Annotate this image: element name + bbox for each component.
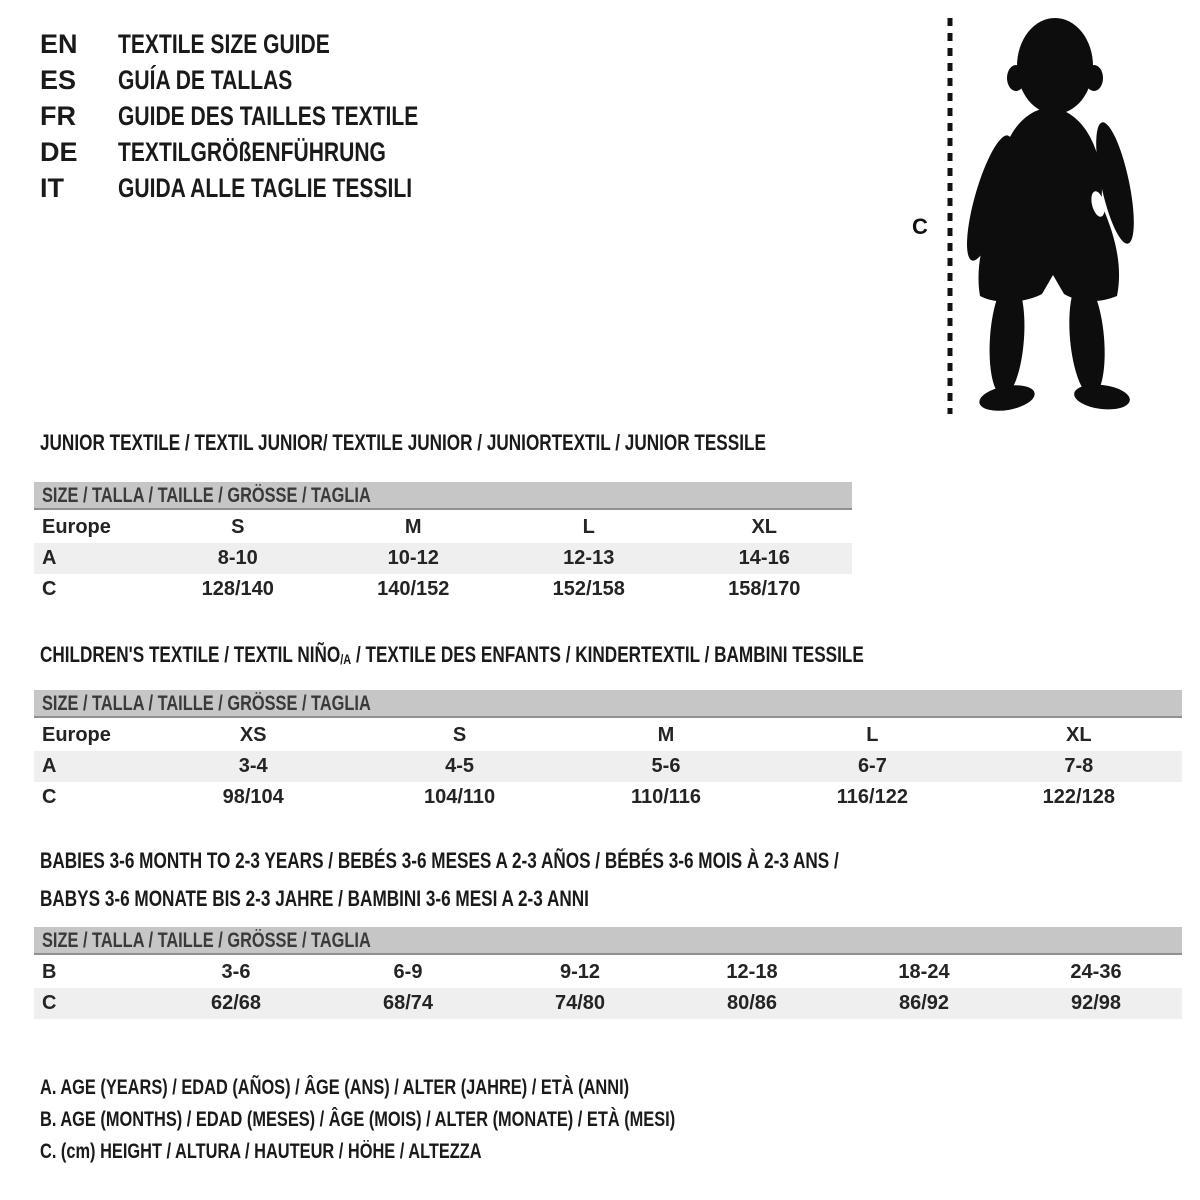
junior-size-table [34, 512, 852, 605]
age-cell: 3-6 [221, 961, 251, 983]
age-cell: 14-16 [738, 547, 790, 569]
heading-subscript: /A [340, 651, 352, 667]
height-cell: 92/98 [1070, 992, 1122, 1014]
height-cell: 98/104 [222, 786, 284, 808]
section-heading-junior: JUNIOR TEXTILE / TEXTIL JUNIOR/ TEXTILE JUNIOR / JUNIORTEXTIL / JUNIOR TESSILE [40, 430, 766, 455]
height-cell: 68/74 [382, 992, 434, 1014]
size-cell: S [231, 516, 245, 538]
language-row [40, 62, 503, 98]
row-label: Europe [42, 516, 111, 538]
age-cell: 6-9 [393, 961, 423, 983]
language-title-list [40, 26, 503, 206]
table-row [34, 751, 1182, 782]
size-bar-junior: SIZE / TALLA / TAILLE / GRÖSSE / TAGLIA [34, 482, 852, 510]
height-cell: 158/170 [728, 578, 801, 600]
toddler-silhouette-graphic [935, 8, 1145, 420]
babies-heading-line2: BABYS 3-6 MONATE BIS 2-3 JAHRE / BAMBINI 3-6 MESI A 2-3 ANNI [40, 886, 589, 911]
height-cell: 140/152 [377, 578, 450, 600]
language-row [40, 26, 503, 62]
table-row [34, 543, 852, 574]
size-cell: M [404, 516, 422, 538]
toddler-silhouette [958, 18, 1142, 415]
babies-size-table [34, 957, 1182, 1019]
age-cell: 5-6 [651, 755, 681, 777]
size-cell: S [452, 724, 467, 746]
height-cell: 74/80 [554, 992, 606, 1014]
row-label: A [42, 547, 57, 569]
language-row [40, 98, 503, 134]
legend-line-c: C. (cm) HEIGHT / ALTURA / HAUTEUR / HÖHE / ALTEZZA [40, 1140, 482, 1163]
legend-line-a: A. AGE (YEARS) / EDAD (AÑOS) / ÂGE (ANS) / ALTER (JAHRE) / ETÀ (ANNI) [40, 1076, 630, 1099]
measurement-legend [40, 1072, 854, 1168]
age-cell: 3-4 [238, 755, 268, 777]
height-measure-label-c: C [912, 214, 928, 239]
guide-title-es: GUÍA DE TALLAS [118, 65, 293, 95]
size-bar-children: SIZE / TALLA / TAILLE / GRÖSSE / TAGLIA [34, 690, 1182, 718]
language-row [40, 170, 503, 206]
height-cell: 110/116 [630, 786, 702, 808]
age-cell: 24-36 [1070, 961, 1122, 983]
babies-heading-line1: BABIES 3-6 MONTH TO 2-3 YEARS / BEBÉS 3-6 MESES A 2-3 AÑOS / BÉBÉS 3-6 MOIS À 2-3 ANS / [40, 848, 839, 873]
row-label: Europe [42, 724, 111, 746]
section-heading-babies [40, 842, 1064, 918]
language-row [40, 134, 503, 170]
age-cell: 8-10 [217, 547, 258, 569]
age-cell: 4-5 [445, 755, 475, 777]
row-label: B [42, 961, 57, 983]
size-bar-babies: SIZE / TALLA / TAILLE / GRÖSSE / TAGLIA [34, 927, 1182, 955]
age-cell: 12-13 [563, 547, 615, 569]
table-row [34, 574, 852, 605]
size-cell: L [582, 516, 595, 538]
children-size-table [34, 720, 1182, 813]
table-row [34, 512, 852, 543]
row-label: C [42, 578, 57, 600]
age-cell: 12-18 [726, 961, 778, 983]
height-cell: 104/110 [423, 786, 496, 808]
table-row [34, 957, 1182, 988]
guide-title-en: TEXTILE SIZE GUIDE [118, 29, 330, 59]
height-cell: 80/86 [726, 992, 778, 1014]
row-label: C [42, 786, 57, 808]
row-label: C [42, 992, 57, 1014]
height-cell: 152/158 [552, 578, 625, 600]
language-code: FR [40, 101, 76, 131]
table-row [34, 782, 1182, 813]
size-cell: XL [751, 516, 778, 538]
height-cell: 116/122 [836, 786, 908, 808]
language-code: DE [40, 137, 78, 167]
size-cell: L [866, 724, 879, 746]
guide-title-fr: GUIDE DES TAILLES TEXTILE [118, 101, 419, 131]
age-cell: 18-24 [898, 961, 950, 983]
age-cell: 9-12 [559, 961, 601, 983]
row-label: A [42, 755, 57, 777]
age-cell: 6-7 [857, 755, 887, 777]
table-row [34, 988, 1182, 1019]
height-cell: 128/140 [201, 578, 274, 600]
language-code: ES [40, 65, 77, 95]
toddler-figure [935, 8, 1145, 420]
legend-line-b: B. AGE (MONTHS) / EDAD (MESES) / ÂGE (MOIS) / ALTER (MONATE) / ETÀ (MESI) [40, 1108, 676, 1131]
guide-title-de: TEXTILGRÖßENFÜHRUNG [118, 137, 386, 167]
section-heading-children: CHILDREN'S TEXTILE / TEXTIL NIÑO/A / TEXTILE DES ENFANTS / KINDERTEXTIL / BAMBINI TESSILE [40, 642, 864, 667]
height-cell: 86/92 [898, 992, 950, 1014]
size-cell: M [657, 724, 675, 746]
height-cell: 122/128 [1042, 786, 1115, 808]
size-cell: XL [1066, 724, 1092, 746]
age-cell: 7-8 [1064, 755, 1094, 777]
language-code: EN [40, 29, 78, 59]
table-row [34, 720, 1182, 751]
height-cell: 62/68 [210, 992, 262, 1014]
age-cell: 10-12 [387, 547, 439, 569]
size-cell: XS [239, 724, 267, 746]
language-code: IT [40, 173, 64, 203]
guide-title-it: GUIDA ALLE TAGLIE TESSILI [118, 173, 413, 203]
